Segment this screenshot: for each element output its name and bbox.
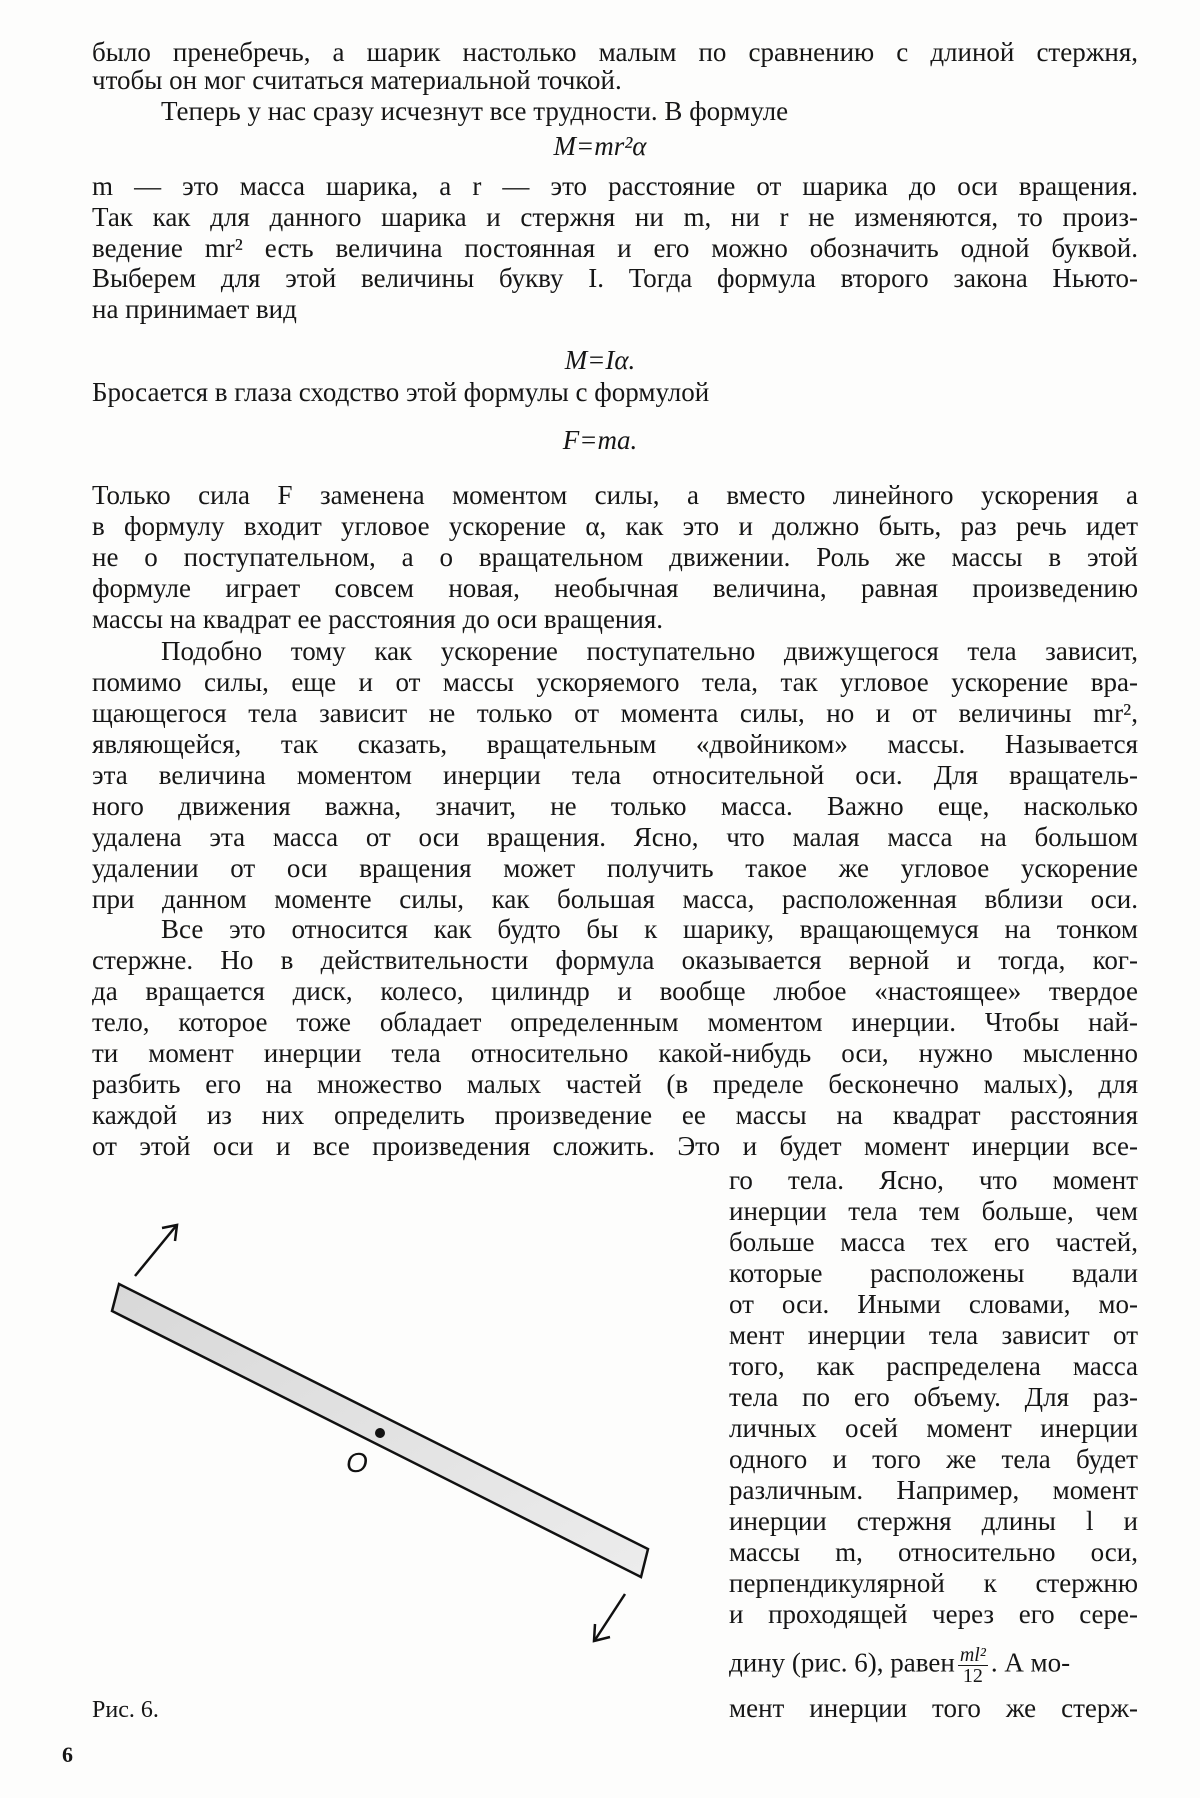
- column-line: инерции стержня длины l и: [729, 1506, 1138, 1536]
- column-line: мент инерции тела зависит от: [729, 1320, 1138, 1350]
- column-line: массы m, относительно оси,: [729, 1537, 1138, 1567]
- rotation-arrow-up-icon: [135, 1225, 177, 1276]
- column-line: инерции тела тем больше, чем: [729, 1196, 1138, 1226]
- axis-label: O: [346, 1447, 368, 1478]
- column-line: одного и того же тела будет: [729, 1444, 1138, 1474]
- body-line: удалении от оси вращения может получить такое же угловое ускорение: [92, 853, 1138, 883]
- page-number: 6: [62, 1742, 73, 1767]
- body-line: в формулу входит угловое ускорение α, как это и должно быть, раз речь идет: [92, 511, 1138, 541]
- rotation-arrow-down-icon: [594, 1594, 625, 1641]
- body-line: m — это масса шарика, а r — это расстояние от шарика до оси вращения.: [92, 171, 1138, 201]
- body-line: являющейся, так сказать, вращательным «двойником» массы. Называется: [92, 729, 1138, 759]
- body-line: эта величина моментом инерции тела относительной оси. Для вращатель-: [92, 760, 1138, 790]
- body-line: Теперь у нас сразу исчезнут все трудности. В формуле: [161, 96, 789, 126]
- column-line: от оси. Иными словами, мо-: [729, 1289, 1138, 1319]
- column-line: личных осей момент инерции: [729, 1413, 1138, 1443]
- body-line: помимо силы, еще и от массы ускоряемого тела, так угловое ускорение вра-: [92, 667, 1138, 697]
- column-line: различным. Например, момент: [729, 1475, 1138, 1505]
- column-line: го тела. Ясно, что момент: [729, 1165, 1138, 1195]
- body-line: Все это относится как будто бы к шарику, вращающемуся на тонком: [161, 914, 1138, 944]
- body-line: каждой из них определить произведение ее массы на квадрат расстояния: [92, 1100, 1138, 1130]
- figure-caption: Рис. 6.: [92, 1697, 159, 1723]
- body-line: да вращается диск, колесо, цилиндр и вообще любое «настоящее» твердое: [92, 976, 1138, 1006]
- column-line: перпендикулярной к стержню: [729, 1568, 1138, 1598]
- column-line: того, как распределена масса: [729, 1351, 1138, 1381]
- column-last-line: мент инерции того же стерж-: [729, 1693, 1138, 1723]
- body-line: Бросается в глаза сходство этой формулы с формулой: [92, 377, 710, 407]
- formula: M=mr²α: [553, 131, 647, 161]
- column-line: которые расположены вдали: [729, 1258, 1138, 1288]
- formula: F=ma.: [562, 425, 638, 455]
- body-line: формуле играет совсем новая, необычная величина, равная произведению: [92, 573, 1138, 603]
- axis-point: [375, 1428, 385, 1438]
- body-line: Подобно тому как ускорение поступательно движущегося тела зависит,: [161, 636, 1138, 666]
- body-line: стержне. Но в действительности формула оказывается верной и тогда, ког-: [92, 945, 1138, 975]
- fraction-suffix: . А мо-: [990, 1647, 1071, 1678]
- column-line: и проходящей через его сере-: [729, 1599, 1138, 1629]
- body-line: тело, которое тоже обладает определенным моментом инерции. Чтобы най-: [92, 1007, 1138, 1037]
- body-line: массы на квадрат ее расстояния до оси вращения.: [92, 604, 663, 634]
- body-line: Выберем для этой величины букву I. Тогда формула второго закона Ньюто-: [92, 263, 1138, 293]
- body-line: Только сила F заменена моментом силы, а вместо линейного ускорения a: [92, 480, 1138, 510]
- body-line: чтобы он мог считаться материальной точкой.: [92, 65, 622, 95]
- fraction-denominator: 12: [962, 1665, 983, 1687]
- body-line: ного движения важна, значит, не только масса. Важно еще, насколько: [92, 791, 1138, 821]
- column-line: тела по его объему. Для раз-: [729, 1382, 1138, 1412]
- body-line: было пренебречь, а шарик настолько малым по сравнению с длиной стержня,: [92, 37, 1138, 67]
- body-line: удалена эта масса от оси вращения. Ясно, что малая масса на большом: [92, 822, 1138, 852]
- body-line: разбить его на множество малых частей (в пределе бесконечно малых), для: [92, 1069, 1138, 1099]
- body-line: на принимает вид: [92, 294, 297, 324]
- body-line: ти момент инерции тела относительно какой-нибудь оси, нужно мысленно: [92, 1038, 1138, 1068]
- body-line: Так как для данного шарика и стержня ни m, ни r не изменяются, то произ-: [92, 202, 1138, 232]
- body-line: от этой оси и все произведения сложить. Это и будет момент инерции все-: [92, 1131, 1138, 1161]
- fraction-numerator: ml²: [959, 1644, 986, 1666]
- fraction-prefix: дину (рис. 6), равен: [729, 1647, 955, 1678]
- body-line: щающегося тела зависит не только от момента силы, но и от величины mr²,: [92, 698, 1138, 728]
- body-line: не о поступательном, а о вращательном движении. Роль же массы в этой: [92, 542, 1138, 572]
- body-line: ведение mr² есть величина постоянная и его можно обозначить одной буквой.: [92, 233, 1138, 263]
- formula: M=Iα.: [564, 345, 636, 375]
- column-line: больше масса тех его частей,: [729, 1227, 1138, 1257]
- body-line: при данном моменте силы, как большая масса, расположенная вблизи оси.: [92, 884, 1138, 914]
